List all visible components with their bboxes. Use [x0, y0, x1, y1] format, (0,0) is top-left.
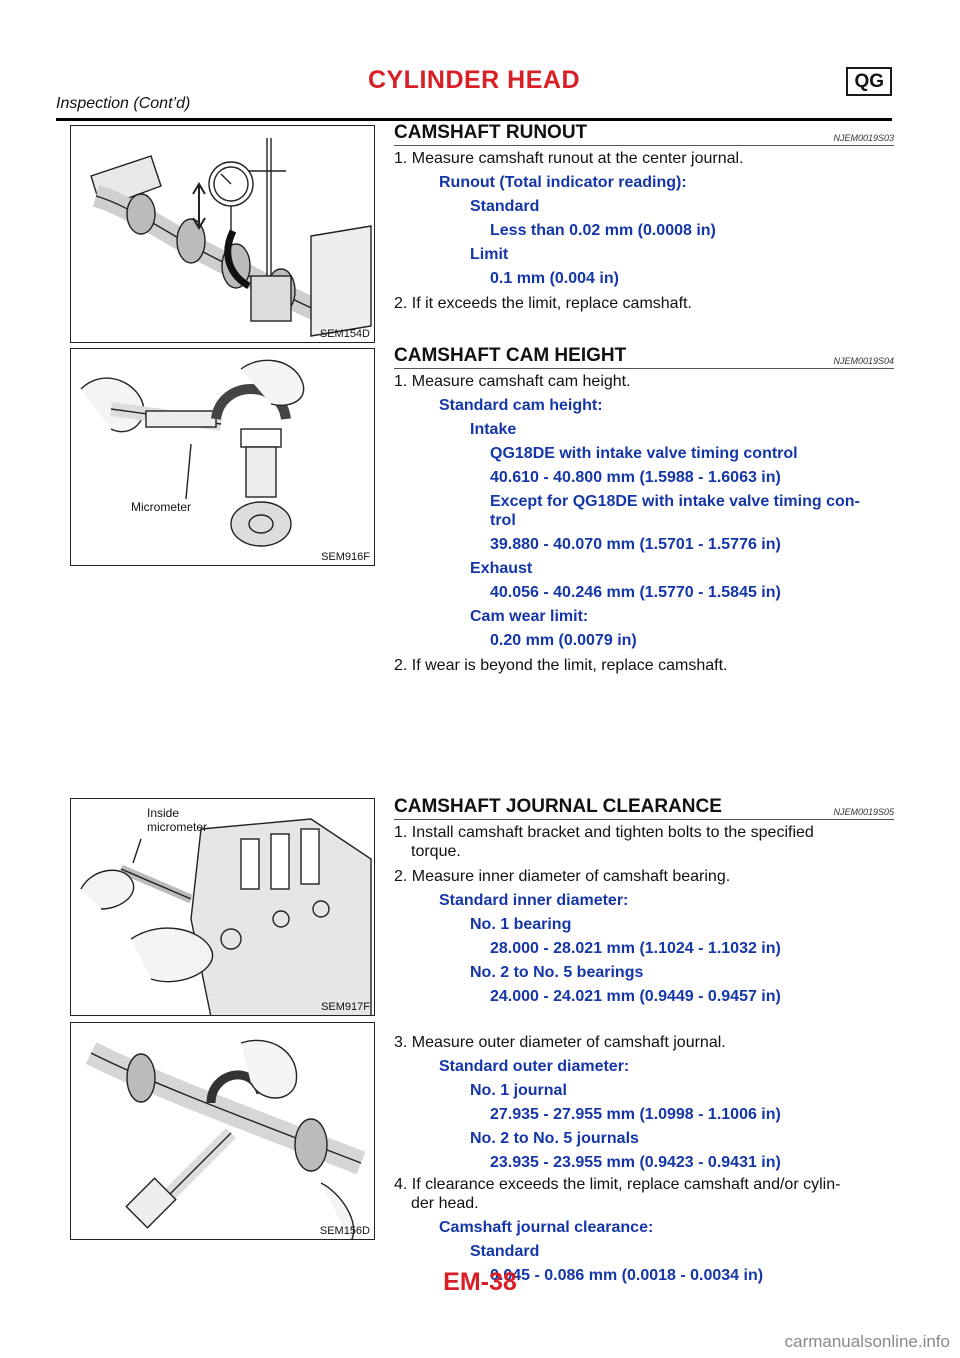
step-text: 2. If it exceeds the limit, replace camshaft. — [394, 295, 692, 312]
journal-micrometer-illustration — [71, 1023, 375, 1240]
page-title: CYLINDER HEAD — [367, 66, 581, 94]
watermark-text: carmanualsonline.info — [784, 1332, 950, 1351]
step-text: 4. If clearance exceeds the limit, replace camshaft and/or cylin- — [394, 1176, 841, 1193]
step-text: 1. Measure camshaft cam height. — [394, 373, 631, 390]
spec-label: Standard outer diameter: — [439, 1058, 630, 1075]
inside-label-1: Inside — [147, 806, 180, 820]
spec-value: 40.056 - 40.246 mm (1.5770 - 1.5845 in) — [490, 584, 781, 601]
spec-label: Camshaft journal clearance: — [439, 1219, 654, 1236]
page-subtitle: Inspection (Cont’d) — [56, 95, 191, 112]
step-text: der head. — [411, 1195, 479, 1212]
header-rule — [56, 118, 892, 121]
inside-micrometer-illustration — [71, 799, 375, 1016]
section-ref: NJEM0019S04 — [833, 356, 894, 366]
step-text: 1. Measure camshaft runout at the center journal. — [394, 150, 744, 167]
section-heading — [394, 122, 894, 146]
spec-label: No. 1 bearing — [470, 916, 572, 933]
section-heading — [394, 345, 894, 369]
section-camshaft-runout — [394, 122, 894, 313]
spec-label: trol — [490, 512, 516, 529]
figure-code: SEM917F — [321, 1001, 370, 1013]
spec-label: Standard inner diameter: — [439, 892, 629, 909]
figure-code: SEM916F — [321, 551, 370, 563]
spec-value: 0.1 mm (0.004 in) — [490, 270, 619, 287]
spec-label: No. 2 to No. 5 journals — [470, 1130, 639, 1147]
spec-value: 0.20 mm (0.0079 in) — [490, 632, 637, 649]
spec-value: Less than 0.02 mm (0.0008 in) — [490, 222, 716, 239]
section-ref: NJEM0019S05 — [833, 807, 894, 817]
spec-label: Intake — [470, 421, 517, 438]
spec-label: No. 1 journal — [470, 1082, 567, 1099]
spec-value: 28.000 - 28.021 mm (1.1024 - 1.1032 in) — [490, 940, 781, 957]
figure-code: SEM156D — [319, 1225, 370, 1237]
section-journal-clearance — [394, 796, 894, 1006]
step-text: 3. Measure outer diameter of camshaft journal. — [394, 1034, 726, 1051]
spec-value: 23.935 - 23.955 mm (0.9423 - 0.9431 in) — [490, 1154, 781, 1171]
page-header — [56, 66, 892, 118]
spec-label: Except for QG18DE with intake valve timing con- — [490, 493, 860, 510]
micrometer-illustration — [71, 349, 375, 566]
micrometer-label: Micrometer — [131, 500, 192, 514]
engine-badge: QG — [846, 67, 892, 96]
figure-cam-height — [70, 348, 375, 566]
dial-gauge-illustration — [71, 126, 375, 343]
section-title: CAMSHAFT JOURNAL CLEARANCE — [394, 796, 722, 817]
step-text: 1. Install camshaft bracket and tighten bolts to the specified — [394, 824, 814, 841]
step-text: 2. If wear is beyond the limit, replace camshaft. — [394, 657, 728, 674]
step-text: 2. Measure inner diameter of camshaft bearing. — [394, 868, 731, 885]
section-ref: NJEM0019S03 — [833, 133, 894, 143]
spec-value: 0.045 - 0.086 mm (0.0018 - 0.0034 in) — [490, 1267, 764, 1284]
figure-bearing-diameter — [70, 798, 375, 1016]
spec-label: Standard — [470, 198, 540, 215]
inside-label-2: micrometer — [147, 820, 208, 834]
spec-label: No. 2 to No. 5 bearings — [470, 964, 644, 981]
step-text: torque. — [411, 843, 461, 860]
spec-value: 27.935 - 27.955 mm (1.0998 - 1.1006 in) — [490, 1106, 781, 1123]
section-title: CAMSHAFT CAM HEIGHT — [394, 345, 627, 366]
spec-label: QG18DE with intake valve timing control — [490, 445, 798, 462]
figure-journal-diameter — [70, 1022, 375, 1240]
spec-label: Limit — [470, 246, 509, 263]
spec-label: Runout (Total indicator reading): — [439, 174, 687, 191]
section-journal-clearance-continued — [394, 1030, 894, 1285]
spec-label: Standard cam height: — [439, 397, 603, 414]
section-cam-height — [394, 345, 894, 675]
spec-value: 24.000 - 24.021 mm (0.9449 - 0.9457 in) — [490, 988, 781, 1005]
section-heading — [394, 796, 894, 820]
spec-label: Exhaust — [470, 560, 533, 577]
spec-label: Standard — [470, 1243, 540, 1260]
spec-label: Cam wear limit: — [470, 608, 589, 625]
figure-code: SEM154D — [319, 328, 370, 340]
spec-value: 39.880 - 40.070 mm (1.5701 - 1.5776 in) — [490, 536, 781, 553]
section-title: CAMSHAFT RUNOUT — [394, 122, 588, 143]
spec-value: 40.610 - 40.800 mm (1.5988 - 1.6063 in) — [490, 469, 781, 486]
page-number: EM-38 — [443, 1268, 517, 1296]
figure-camshaft-runout — [70, 125, 375, 343]
